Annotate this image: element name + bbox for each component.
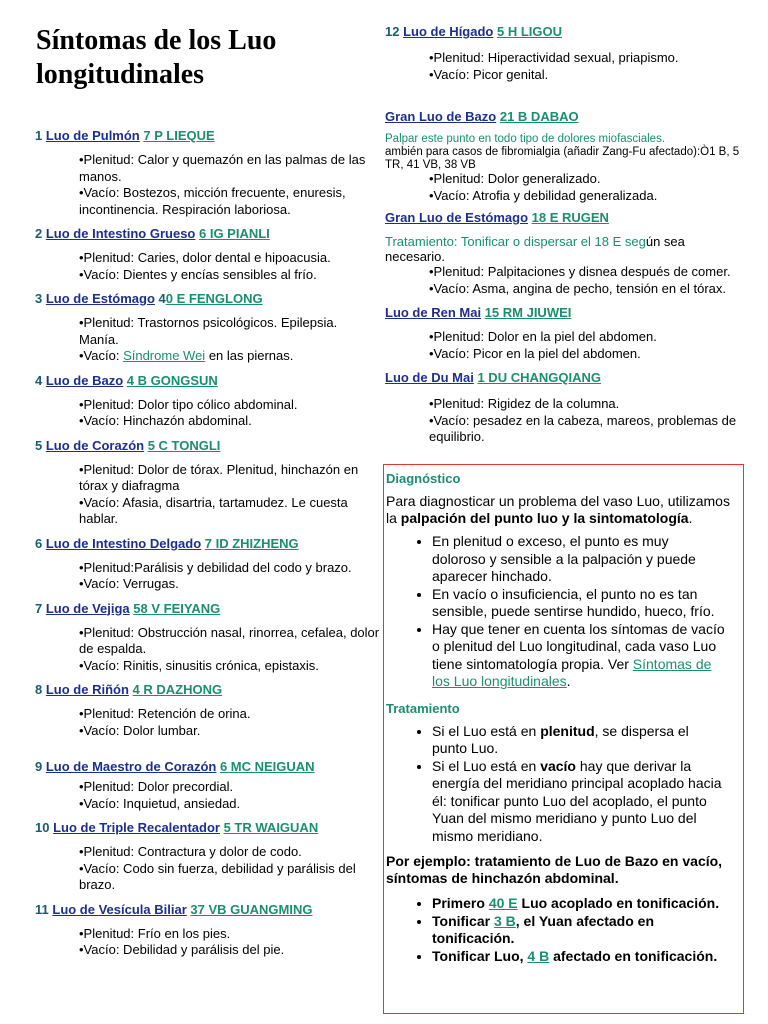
section-heading: 10 Luo de Triple Recalentador 5 TR WAIGUAN — [35, 820, 319, 835]
list-item: • En vacío o insuficiencia, el punto no es tan sensible, puede sentirse hundido, hueco, frío. — [432, 586, 725, 621]
symptoms: •Plenitud: Rigidez de la columna. •Vacío: pesadez en la cabeza, mareos, problemas de equilibrio. — [429, 396, 737, 444]
example-list — [386, 895, 743, 965]
luo-section-11 — [35, 902, 380, 959]
left-column — [35, 128, 380, 959]
luo-section-3 — [35, 291, 380, 365]
symptoms: •Plenitud:Parálisis y debilidad del codo y brazo. •Vacío: Verrugas. — [79, 559, 352, 591]
list-item: • Tonificar 3 B, el Yuan afectado en tonificación. — [432, 913, 725, 948]
point-link[interactable]: 4 R DAZHONG — [132, 682, 223, 697]
section-heading: 3 Luo de Estómago 40 E FENGLONG — [35, 291, 263, 306]
point-link[interactable]: 5 C TONGLI — [147, 437, 221, 453]
section-heading: 2 Luo de Intestino Grueso 6 IG PIANLI — [35, 226, 270, 241]
section-heading: 9 Luo de Maestro de Corazón 6 MC NEIGUAN — [35, 759, 315, 774]
luo-section-1 — [35, 128, 380, 218]
luo-link[interactable]: Luo de Estómago — [45, 291, 155, 306]
section-heading: 5 Luo de Corazón 5 C TONGLI — [35, 437, 221, 453]
section-heading — [385, 109, 745, 125]
diagnostico-list — [386, 533, 743, 691]
tratamiento-list — [386, 723, 743, 846]
luo-link[interactable]: Luo de Intestino Grueso — [45, 226, 196, 241]
point-link[interactable]: 4 B GONGSUN — [126, 372, 218, 388]
luo-link[interactable]: Gran Luo de Estómago — [385, 210, 529, 225]
luo-link[interactable]: Luo de Pulmón — [45, 128, 140, 143]
luo-section-10 — [35, 820, 380, 894]
symptoms: •Plenitud: Caries, dolor dental e hipoacusia. •Vacío: Dientes y encías sensibles al frío. — [79, 250, 331, 282]
symptoms: •Plenitud: Calor y quemazón en las palmas de las manos. •Vacío: Bostezos, micción frecuente, enuresis, incontinencia. Respiración laboriosa. — [79, 152, 366, 217]
luo-link[interactable]: Luo de Riñón — [45, 682, 129, 697]
section-heading: 12 Luo de Hígado 5 H LIGOU — [385, 24, 563, 39]
point-link[interactable]: 5 TR WAIGUAN — [223, 820, 319, 835]
right-column — [385, 24, 745, 446]
point-40e-link[interactable]: 40 E — [488, 895, 518, 911]
diagnostico-intro: Para diagnosticar un problema del vaso Luo, utilizamos la palpación del punto luo y la sintomatología. — [386, 493, 730, 526]
luo-section-7 — [35, 601, 380, 675]
luo-link[interactable]: Luo de Bazo — [45, 372, 124, 388]
section-heading — [385, 370, 745, 386]
symptoms: •Plenitud: Trastornos psicológicos. Epilepsia. Manía. •Vacío: Síndrome Wei en las piernas. — [79, 315, 338, 363]
gran-luo-estomago: Gran Luo de Estómago 18 E RUGEN Tratamiento: Tonificar o dispersar el 18 E según sea necesario. •Plenitud: Palpitaciones y disnea después de comer. •Vacío: Asma, angina de pecho, tensión en el tórax. — [385, 210, 745, 297]
point-link[interactable]: 18 E RUGEN — [531, 210, 609, 225]
luo-link[interactable]: Luo de Maestro de Corazón — [45, 759, 217, 774]
symptoms: •Plenitud: Obstrucción nasal, rinorrea, cefalea, dolor de espalda. •Vacío: Rinitis, sinusitis crónica, epistaxis. — [79, 624, 380, 673]
point-link[interactable]: 6 MC NEIGUAN — [219, 759, 315, 774]
luo-link[interactable]: Luo de Intestino Delgado — [45, 535, 202, 551]
section-heading: 11 Luo de Vesícula Biliar 37 VB GUANGMING — [35, 901, 313, 917]
sintomas-luo-link[interactable]: Síntomas de los Luo longitudinales — [432, 655, 712, 689]
luo-link[interactable]: Luo de Hígado — [403, 24, 494, 39]
symptoms: •Plenitud: Contractura y dolor de codo. •Vacío: Codo sin fuerza, debilidad y parálisis del brazo. — [79, 844, 356, 892]
luo-section-6 — [35, 536, 380, 593]
point-4b-link[interactable]: 4 B — [527, 947, 550, 964]
list-item: • Si el Luo está en plenitud, se dispersa el punto Luo. — [432, 723, 725, 758]
luo-link[interactable]: Luo de Vejiga — [45, 600, 130, 616]
symptoms: •Plenitud: Palpitaciones y disnea después de comer. •Vacío: Asma, angina de pecho, tensión en el tórax. — [429, 264, 731, 296]
point-link[interactable]: 6 IG PIANLI — [199, 226, 270, 241]
section-heading: 1 Luo de Pulmón 7 P LIEQUE — [35, 128, 215, 143]
point-link[interactable]: 0 E FENGLONG — [165, 291, 263, 306]
sindrome-wei-link[interactable]: Síndrome Wei — [123, 348, 206, 363]
luo-link[interactable]: Luo de Du Mai — [385, 370, 474, 385]
list-item: • Hay que tener en cuenta los síntomas de vacío o plenitud del Luo longitudinal, cada vaso Luo tiene sintomatología propia. Ver Síntomas de los Luo longitudinales. — [432, 621, 725, 691]
section-heading: 8 Luo de Riñón 4 R DAZHONG — [35, 682, 223, 697]
point-link[interactable]: 58 V FEIYANG — [133, 600, 221, 616]
list-item: • Primero 40 E Luo acoplado en tonificación. — [432, 895, 725, 913]
luo-du-mai — [385, 370, 745, 446]
luo-link[interactable]: Luo de Vesícula Biliar — [52, 901, 187, 917]
point-link[interactable]: 37 VB GUANGMING — [190, 901, 313, 917]
point-3b-link[interactable]: 3 B — [493, 912, 516, 929]
luo-link[interactable]: Luo de Triple Recalentador — [53, 820, 220, 835]
point-link[interactable]: 21 B DABAO — [499, 109, 579, 124]
symptoms: •Plenitud: Dolor de tórax. Plenitud, hinchazón en tórax y diafragma •Vacío: Afasia, disartria, tartamudez. Le cuesta hablar. — [79, 461, 359, 526]
luo-section-2 — [35, 226, 380, 283]
symptoms: •Plenitud: Dolor tipo cólico abdominal. •Vacío: Hinchazón abdominal. — [79, 396, 298, 428]
symptoms: •Plenitud: Dolor generalizado. •Vacío: Atrofia y debilidad generalizada. — [429, 171, 658, 203]
luo-link[interactable]: Luo de Ren Mai — [385, 305, 482, 320]
symptoms: •Plenitud: Dolor en la piel del abdomen. •Vacío: Picor en la piel del abdomen. — [429, 329, 657, 361]
luo-link[interactable]: Luo de Corazón — [45, 437, 145, 453]
point-link[interactable]: 5 H LIGOU — [497, 24, 563, 39]
section-heading: 4 Luo de Bazo 4 B GONGSUN — [35, 372, 218, 388]
list-item: • Si el Luo está en vacío hay que derivar la energía del meridiano principal acoplado hacia él: tonificar punto Luo del acoplado, el punto Yuan del mismo meridiano y punto Luo del mismo meridiano. — [432, 758, 725, 846]
diagnostico-heading: Diagnóstico — [386, 471, 461, 486]
section-heading — [385, 305, 745, 321]
point-link[interactable]: 15 RM JIUWEI — [484, 305, 572, 320]
example-text: Por ejemplo: tratamiento de Luo de Bazo en vacío, síntomas de hinchazón abdominal. — [386, 853, 723, 886]
diagnosis-box — [383, 464, 744, 1014]
symptoms: •Plenitud: Dolor precordial. •Vacío: Inquietud, ansiedad. — [79, 779, 241, 811]
section-heading: 6 Luo de Intestino Delgado 7 ID ZHIZHENG — [35, 535, 299, 551]
luo-section-4 — [35, 373, 380, 430]
point-link[interactable]: 1 DU CHANGQIANG — [477, 370, 601, 385]
luo-section-9 — [35, 759, 380, 812]
luo-link[interactable]: Gran Luo de Bazo — [385, 109, 497, 124]
luo-section-5 — [35, 438, 380, 528]
luo-ren-mai — [385, 305, 745, 362]
list-item: • Tonificar Luo, 4 B afectado en tonificación. — [432, 948, 725, 966]
point-link[interactable]: 7 ID ZHIZHENG — [204, 535, 299, 551]
symptoms: •Plenitud: Retención de orina. •Vacío: Dolor lumbar. — [79, 706, 251, 738]
point-link[interactable]: 7 P LIEQUE — [143, 128, 215, 143]
luo-section-8 — [35, 682, 380, 739]
section-heading: 7 Luo de Vejiga 58 V FEIYANG — [35, 600, 221, 616]
section-heading — [385, 210, 745, 226]
luo-section-12 — [385, 24, 745, 83]
symptoms: •Plenitud: Frío en los pies. •Vacío: Debilidad y parálisis del pie. — [79, 925, 285, 957]
symptoms: •Plenitud: Hiperactividad sexual, priapismo. •Vacío: Picor genital. — [429, 50, 679, 82]
tratamiento-heading: Tratamiento — [386, 700, 460, 716]
page-title: Síntomas de los Luo longitudinales — [36, 25, 277, 90]
list-item: • En plenitud o exceso, el punto es muy doloroso y sensible a la palpación y puede aparecer hinchado. — [432, 533, 725, 586]
gran-luo-bazo: Gran Luo de Bazo 21 B DABAO Palpar este punto en todo tipo de dolores miofasciales. ambién para casos de fibromialgia (añadir Zang-Fu afectado):Ò1 B, 5 TR, 41 VB, 38 VB •Plenitud: Dolor generalizado. •Vacío: Atrofia y debilidad generalizada. — [385, 109, 745, 204]
